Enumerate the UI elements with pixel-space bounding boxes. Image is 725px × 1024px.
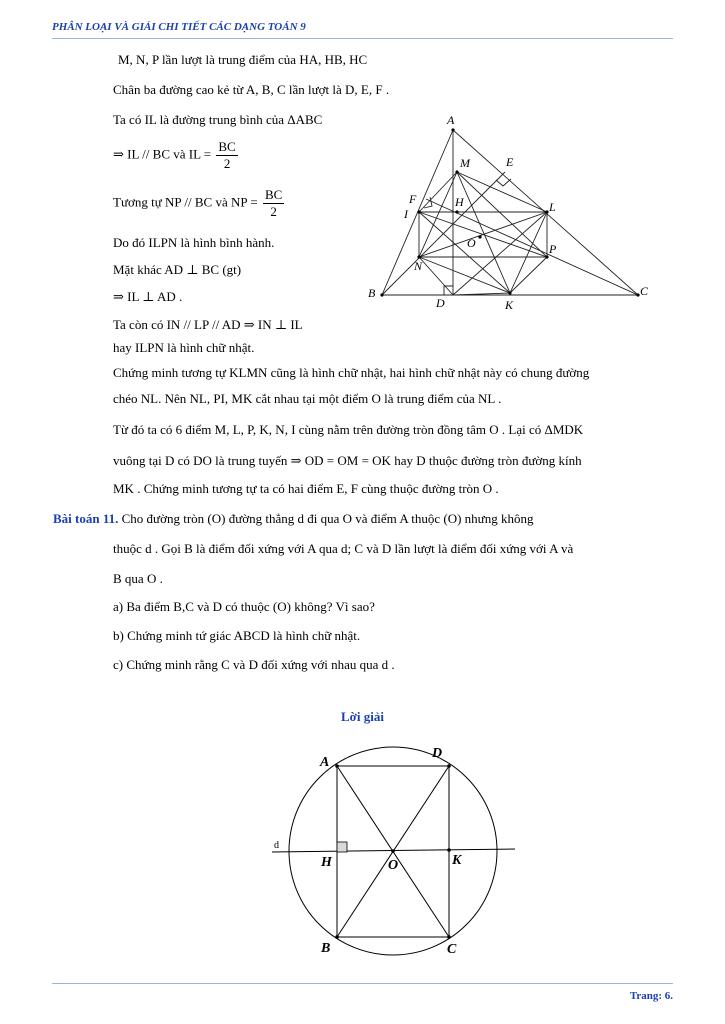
label-K: K — [452, 853, 462, 868]
label-I: I — [404, 207, 408, 221]
label-C: C — [640, 284, 649, 298]
fraction-bc-2-b — [263, 187, 284, 220]
label-B: B — [368, 286, 376, 300]
label-L: L — [549, 200, 556, 214]
fraction-bc-2 — [216, 139, 237, 172]
problem-part-b: b) Chứng minh tứ giác ABCD là hình chữ nhật. — [113, 628, 361, 643]
text-line-6: Do đó ILPN là hình bình hành. — [113, 235, 275, 250]
label-O: O — [467, 236, 476, 250]
label-C: C — [447, 942, 457, 957]
text-line-11: Chứng minh tương tự KLMN cũng là hình chữ nhật, hai hình chữ nhật này có chung đường — [113, 365, 590, 380]
text-line-15: MK . Chứng minh tương tự ta có hai điểm E, F cùng thuộc đường tròn O . — [113, 481, 499, 496]
triangle-figure — [360, 110, 660, 320]
solution-title: Lời giải — [341, 709, 384, 724]
label-D: D — [432, 746, 443, 761]
text-line-12: chéo NL. Nên NL, PI, MK cắt nhau tại một điểm O là trung điểm của NL . — [113, 391, 502, 406]
text-line-14: vuông tại D có DO là trung tuyến ⇒ OD = OM = OK hay D thuộc đường tròn đường kính — [113, 453, 582, 468]
label-d: d — [274, 840, 279, 851]
label-M: M — [460, 156, 470, 170]
problem-part-a: a) Ba điểm B,C và D có thuộc (O) không? Vì sao? — [113, 599, 375, 614]
label-E: E — [506, 155, 514, 169]
fraction-denominator: 2 — [223, 156, 231, 171]
problem-title: Bài toán 11. — [53, 511, 119, 526]
page-header-title: PHÂN LOẠI VÀ GIẢI CHI TIẾT CÁC DẠNG TOÁN 9 — [52, 21, 306, 33]
label-K: K — [505, 298, 514, 312]
footer-divider — [52, 983, 673, 984]
circle-rectangle-figure — [265, 735, 525, 965]
fraction-denominator: 2 — [270, 204, 277, 219]
text-line-4-pre: ⇒ IL // BC và IL = — [113, 146, 212, 162]
text-line-5-pre: Tương tự NP // BC và NP = — [113, 194, 258, 210]
label-P: P — [549, 242, 557, 256]
text-line-10: hay ILPN là hình chữ nhật. — [113, 340, 255, 355]
label-D: D — [436, 296, 445, 310]
problem-text-3: B qua O . — [113, 571, 163, 586]
page-number: Trang: 6. — [629, 990, 673, 1002]
label-O: O — [388, 858, 399, 873]
text-line-13: Từ đó ta có 6 điểm M, L, P, K, N, I cùng nằm trên đường tròn đồng tâm O . Lại có ΔMDK — [113, 422, 584, 437]
label-N: N — [414, 259, 423, 273]
problem-text-2: thuộc d . Gọi B là điểm đối xứng với A qua d; C và D lần lượt là điểm đối xứng với A và — [113, 541, 574, 556]
text-line-2: Chân ba đường cao kẻ từ A, B, C lần lượt là D, E, F . — [113, 82, 390, 97]
fraction-numerator: BC — [218, 139, 236, 154]
label-A: A — [447, 113, 455, 127]
text-line-3: Ta có IL là đường trung bình của ΔABC — [113, 112, 323, 127]
text-line-8: ⇒ IL ⊥ AD . — [113, 289, 183, 304]
label-H: H — [455, 195, 464, 209]
problem-part-c: c) Chứng minh rằng C và D đối xứng với nhau qua d . — [113, 657, 395, 672]
fraction-numerator: BC — [264, 187, 283, 202]
text-line-9: Ta còn có IN // LP // AD ⇒ IN ⊥ IL — [113, 317, 303, 332]
label-B: B — [321, 941, 331, 956]
header-divider — [52, 38, 673, 39]
label-H: H — [321, 855, 332, 870]
text-line-7: Mặt khác AD ⊥ BC (gt) — [113, 262, 242, 277]
text-line-1: M, N, P lần lượt là trung điểm của HA, HB, HC — [118, 52, 368, 67]
problem-text-1: Cho đường tròn (O) đường thẳng d đi qua O và điểm A thuộc (O) nhưng không — [118, 511, 534, 526]
text-line-4 — [113, 139, 240, 172]
problem-first-line — [53, 511, 533, 527]
label-F: F — [409, 192, 417, 206]
label-A: A — [320, 755, 330, 770]
text-line-5 — [113, 187, 286, 220]
